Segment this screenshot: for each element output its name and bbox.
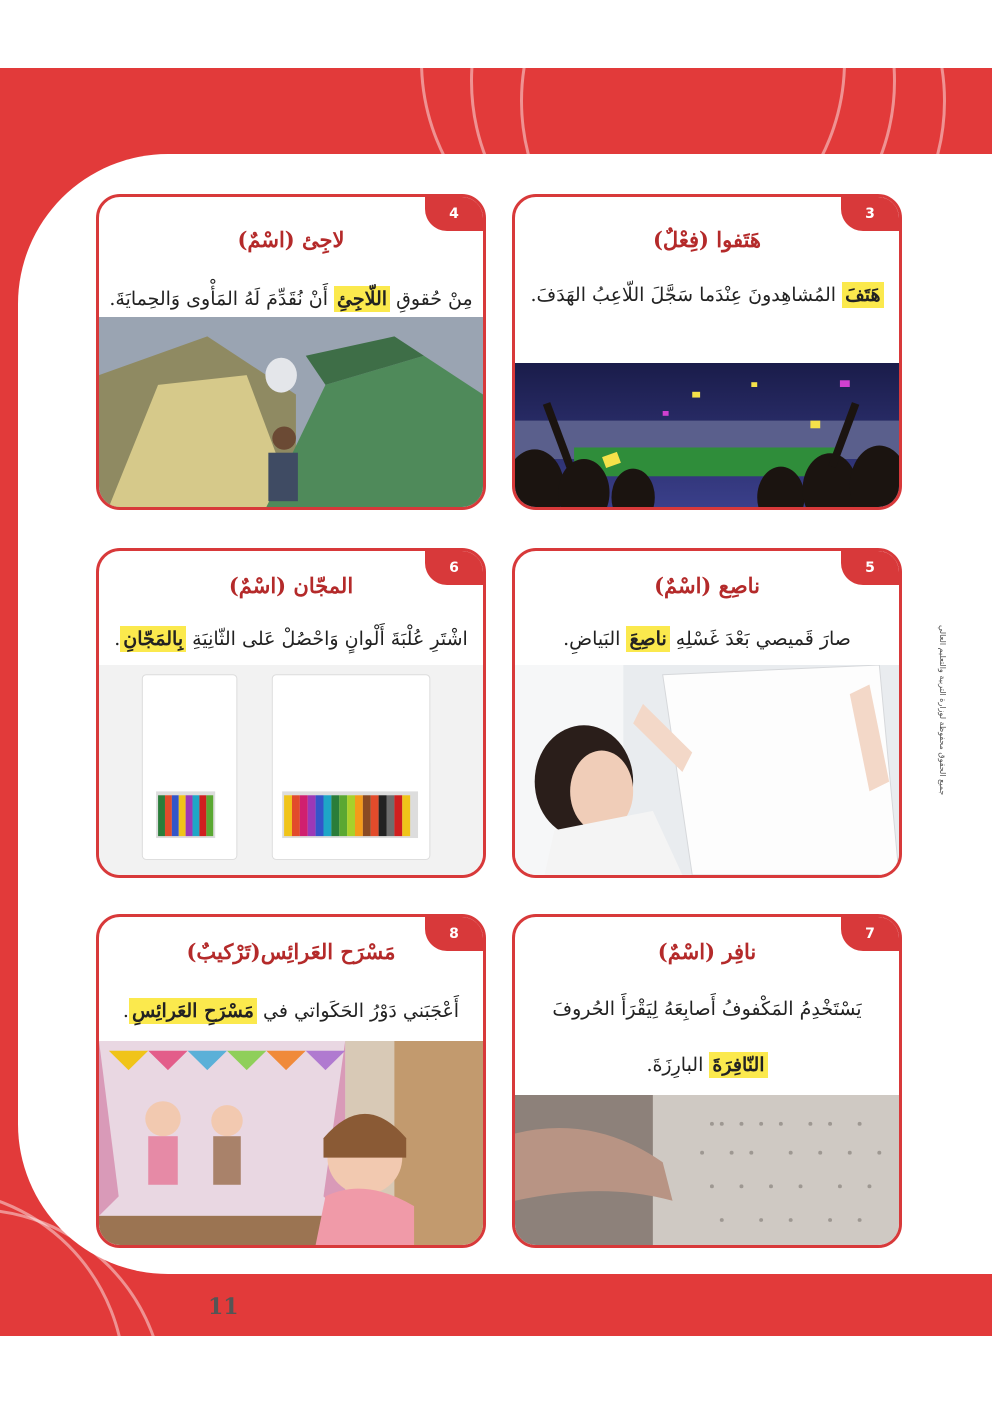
card-title: نافِر (اسْمٌ) (657, 939, 757, 964)
card-number-badge: 4 (425, 197, 483, 231)
highlighted-word: مَسْرَحِ العَرائِسِ (129, 998, 257, 1024)
refugee-tents-image (99, 317, 483, 507)
card-sentence: أَعْجَبَني دَوْرُ الحَكَواتي في مَسْرَحِ العَرائِسِ. (122, 1000, 460, 1022)
card-title: هَتَفوا (فِعْلٌ) (653, 227, 761, 252)
vocab-card-6 (96, 548, 486, 878)
card-sentence: مِنْ حُقوقِ اللّاجِئِ أَنْ نُقَدِّمَ لَهُ المَأْوى وَالحِمايَةَ. (109, 288, 473, 310)
highlighted-word: اللّاجِئِ (334, 286, 390, 312)
vocab-card-3 (512, 194, 902, 510)
card-title: المجّان (اسْمٌ) (228, 573, 354, 598)
vocab-card-5 (512, 548, 902, 878)
card-sentence: صارَ قَميصي بَعْدَ غَسْلِهِ ناصِعَ البَياضِ. (563, 628, 851, 650)
card-title: لاجِئ (اسْمٌ) (237, 227, 345, 252)
copyright-side-note: جميع الحقوق محفوظة لوزارة التربية والتعليم العالي (938, 624, 947, 796)
page-number: 11 (208, 1294, 239, 1320)
card-number-badge: 8 (425, 917, 483, 951)
highlighted-word: ناصِعَ (626, 626, 669, 652)
card-sentence-line-2: النّافِرَةَ البارِزَةَ. (525, 1043, 889, 1087)
card-sentence: هَتَفَ المُشاهِدونَ عِنْدَما سَجَّلَ اللّاعِبُ الهَدَفَ. (525, 273, 889, 317)
puppet-theater-image (99, 1041, 483, 1245)
vocab-card-4 (96, 194, 486, 510)
vocab-card-8 (96, 914, 486, 1248)
card-title: مَسْرَح العَرائِس(تَرْكيبٌ) (186, 939, 396, 964)
card-number-badge: 5 (841, 551, 899, 585)
card-number-badge: 7 (841, 917, 899, 951)
card-sentence: اشْتَرِ عُلْبَةَ أَلْوانٍ وَاحْصُلْ عَلى الثّانِيَةِ بِالمَجّانِ. (114, 628, 468, 650)
white-shirt-image (515, 665, 899, 875)
card-number-badge: 3 (841, 197, 899, 231)
card-number-badge: 6 (425, 551, 483, 585)
colored-pencils-image (99, 665, 483, 875)
card-title: ناصِع (اسْمٌ) (654, 573, 760, 598)
vocab-card-7 (512, 914, 902, 1248)
stadium-crowd-image (515, 363, 899, 507)
highlighted-word: هَتَفَ (842, 282, 883, 308)
highlighted-word: النّافِرَةَ (709, 1052, 767, 1078)
braille-reading-image (515, 1095, 899, 1245)
highlighted-word: بِالمَجّانِ (120, 626, 186, 652)
card-sentence: يَسْتَخْدِمُ المَكْفوفُ أَصابِعَهُ لِيَقْرَأَ الحُروفَ (552, 998, 862, 1020)
